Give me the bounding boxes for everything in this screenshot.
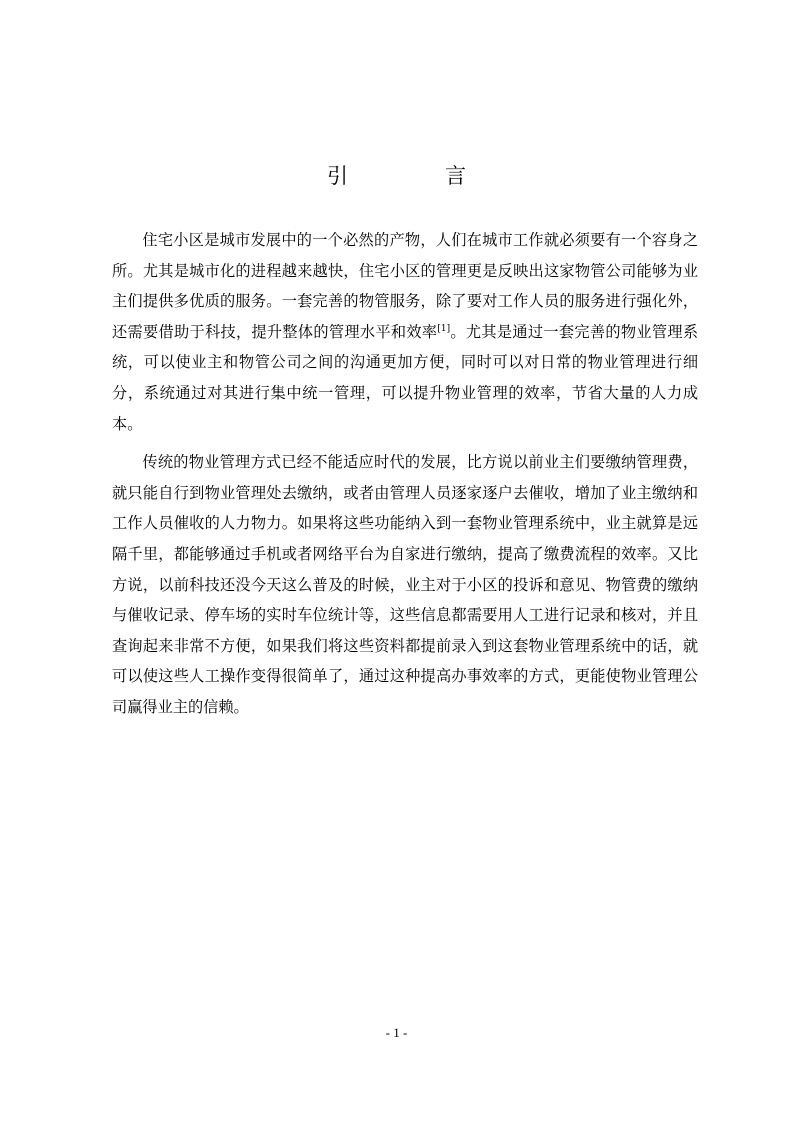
paragraph-1-text-continued: 。尤其是通过一套完善的物业管理系统，可以使业主和物管公司之间的沟通更加方便，同时可以对日常的物业管理进行细分，系统通过对其进行集中统一管理，可以提升物业管理的效率，节省大量的人力成本。 <box>112 322 699 433</box>
paragraph-2: 传统的物业管理方式已经不能适应时代的发展，比方说以前业主们要缴纳管理费，就只能自行到物业管理处去缴纳，或者由管理人员逐家逐户去催收，增加了业主缴纳和工作人员催收的人力物力。如果将这些功能纳入到一套物业管理系统中，业主就算是远隔千里，都能够通过手机或者网络平台为自家进行缴纳，提高了缴费流程的效率。又比方说，以前科技还没今天这么普及的时候，业主对于小区的投诉和意见、物管费的缴纳与催收记录、停车场的实时车位统计等，这些信息都需要用人工进行记录和核对，并且查询起来非常不方便，如果我们将这些资料都提前录入到这套物业管理系统中的话，就可以使这些人工操作变得很简单了，通过这种提高办事效率的方式，更能使物业管理公司赢得业主的信赖。 <box>112 453 698 716</box>
citation-reference: [1] <box>437 323 451 334</box>
body-text <box>112 225 698 731</box>
paragraph-1-text: 住宅小区是城市发展中的一个必然的产物，人们在城市工作就必须要有一个容身之所。尤其是城市化的进程越来越快，住宅小区的管理更是反映出这家物管公司能够为业主们提供多优质的服务。一套完善的物管服务，除了要对工作人员的服务进行强化外，还需要借助于科技，提升整体的管理水平和效率 <box>112 231 698 341</box>
section-title: 引 言 <box>327 164 504 188</box>
paragraph-1 <box>112 225 698 439</box>
page-number: - 1 - <box>385 1025 408 1040</box>
